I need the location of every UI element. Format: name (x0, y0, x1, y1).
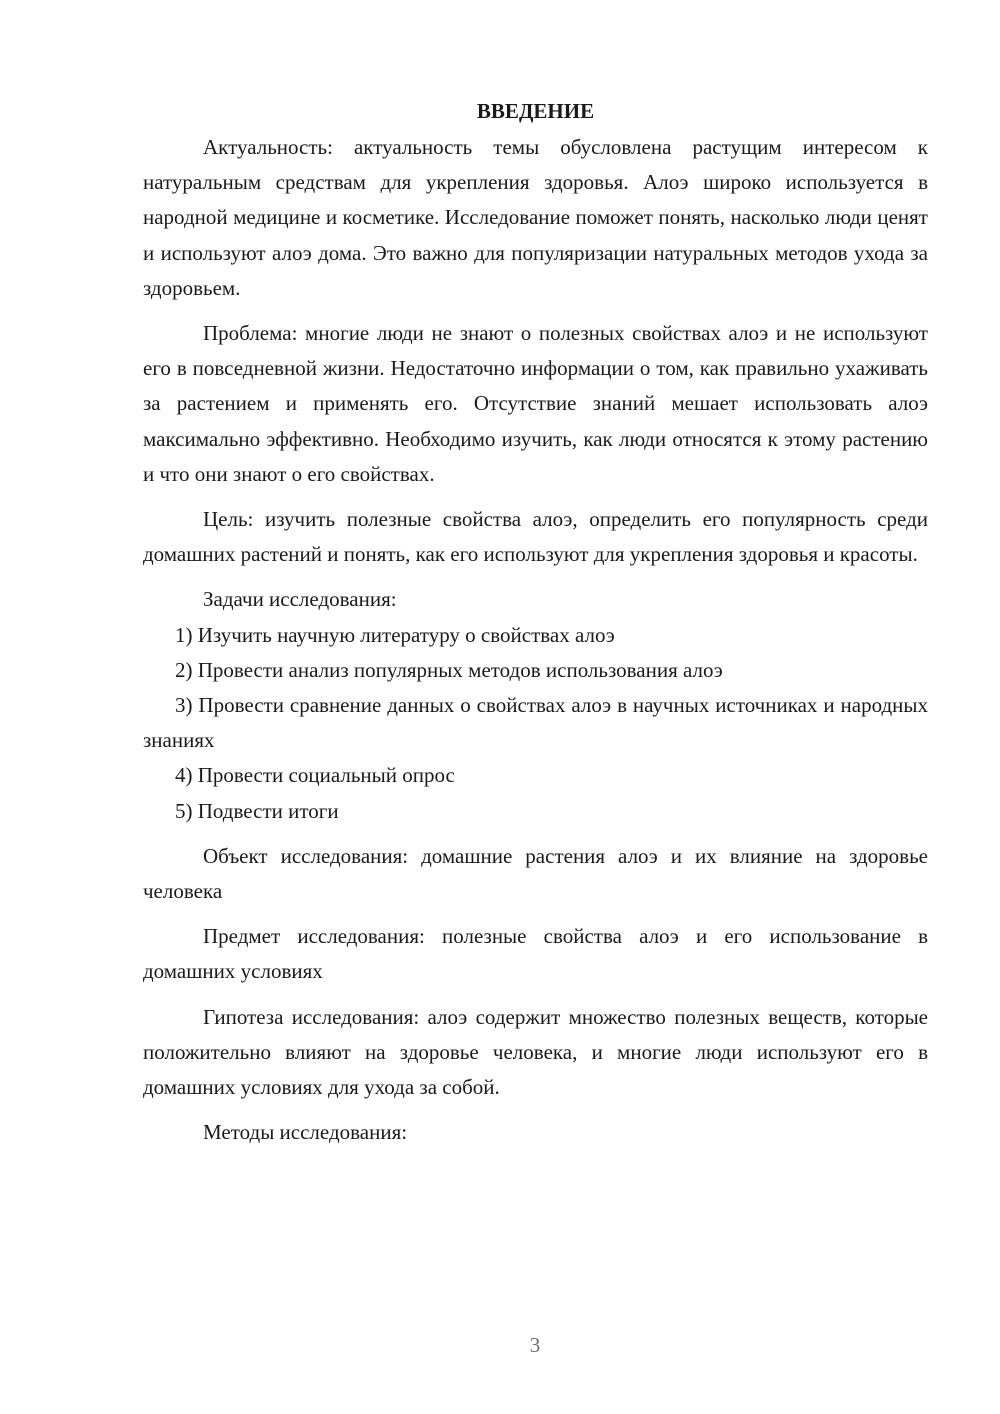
paragraph-object: Объект исследования: домашние растения алоэ и их влияние на здоровье человека (143, 843, 928, 904)
document-body (143, 94, 928, 1150)
task-item-3: 3) Провести сравнение данных о свойствах алоэ в научных источниках и народных знаниях (143, 693, 928, 753)
task-item-5: 5) Подвести итоги (175, 798, 339, 823)
paragraph-problem: Проблема: многие люди не знают о полезных свойствах алоэ и не используют его в повседневной жизни. Недостаточно информации о том, как правильно ухаживать за растением и применять его. Отсутствие знаний мешает использовать алоэ максимально эффективно. Необходимо изучить, как люди относятся к этому растению и что они знают о его свойствах. (143, 321, 928, 486)
task-item-2: 2) Провести анализ популярных методов использования алоэ (175, 657, 723, 682)
paragraph-goal: Цель: изучить полезные свойства алоэ, определить его популярность среди домашних растений и понять, как его используют для укрепления здоровья и красоты. (143, 507, 928, 567)
methods-heading: Методы исследования: (203, 1120, 408, 1145)
page-title: ВВЕДЕНИЕ (476, 99, 595, 123)
paragraph-hypothesis: Гипотеза исследования: алоэ содержит множество полезных веществ, которые положительно влияют на здоровье человека, и многие люди используют его в домашних условиях для ухода за собой. (143, 1004, 928, 1100)
task-item-4: 4) Провести социальный опрос (175, 763, 455, 788)
paragraph-relevance: Актуальность: актуальность темы обусловлена растущим интересом к натуральным средствам для укрепления здоровья. Алоэ широко используется в народной медицине и косметике. Исследование поможет понять, насколько люди ценят и используют алоэ дома. Это важно для популяризации натуральных методов ухода за здоровьем. (143, 135, 928, 300)
paragraph-subject: Предмет исследования: полезные свойства алоэ и его использование в домашних условиях (143, 924, 928, 984)
task-item-1: 1) Изучить научную литературу о свойствах алоэ (175, 622, 615, 647)
page-number: 3 (529, 1333, 541, 1357)
tasks-heading: Задачи исследования: (203, 587, 397, 612)
